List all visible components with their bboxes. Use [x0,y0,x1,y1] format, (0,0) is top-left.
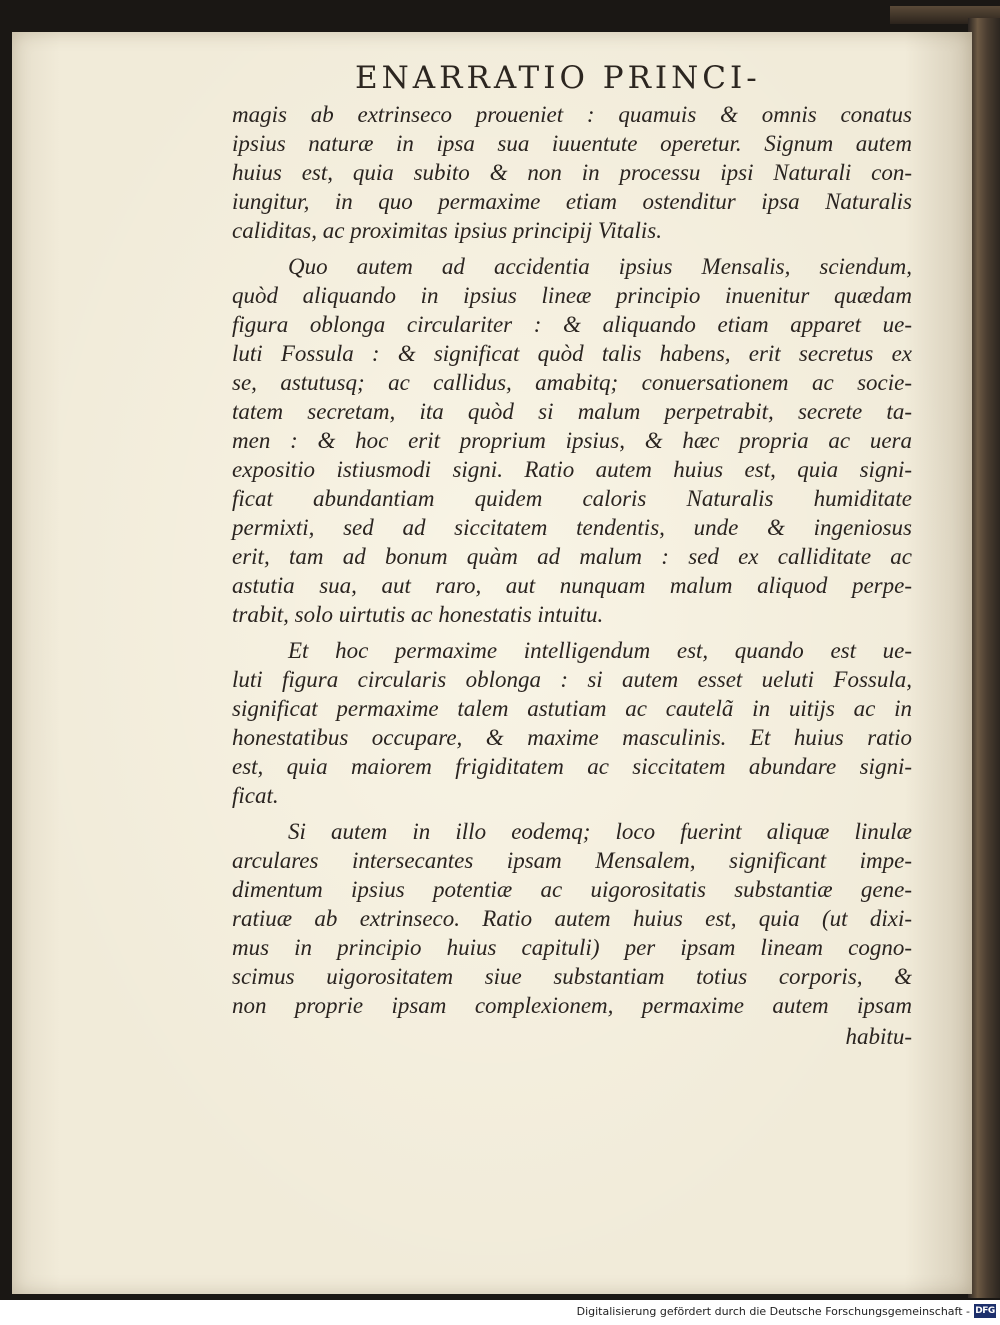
text-line: quòd aliquando in ipsius lineæ principio inuenitur quædam [232,283,912,308]
text-line: scimus uigorositatem siue substantiam totius corporis, & [232,964,912,989]
footer-bar [0,1300,1000,1325]
text-line: honestatibus occupare, & maxime masculinis. Et huius ratio [232,725,912,750]
text-line: ratiuæ ab extrinseco. Ratio autem huius est, quia (ut dixi- [232,906,912,931]
text-line: magis ab extrinseco proueniet : quamuis & omnis conatus [232,102,912,127]
text-line: tatem secretam, ita quòd si malum perpetrabit, secrete ta- [232,399,912,424]
text-line: non proprie ipsam complexionem, permaxime autem ipsam [232,993,912,1018]
dfg-logo-icon: DFG [975,1306,995,1316]
text-line: ficat abundantiam quidem caloris Naturalis humiditate [232,486,912,511]
text-line: luti figura circularis oblonga : si autem esset ueluti Fossula, [232,667,912,692]
text-line: expositio istiusmodi signi. Ratio autem huius est, quia signi- [232,457,912,482]
text-line: significat permaxime talem astutiam ac cautelã in uitijs ac in [232,696,912,721]
text-line: luti Fossula : & significat quòd talis habens, erit secretus ex [232,341,912,366]
text-line: Si autem in illo eodemq; loco fuerint aliquæ linulæ [288,819,912,844]
text-line: mus in principio huius capituli) per ipsam lineam cogno- [232,935,912,960]
book-fore-edge [968,18,1000,1298]
text-line: Quo autem ad accidentia ipsius Mensalis, sciendum, [288,254,912,279]
text-line: ficat. [232,783,279,808]
text-line: huius est, quia subito & non in processu ipsi Naturali con- [232,160,912,185]
text-line: permixti, sed ad siccitatem tendentis, unde & ingeniosus [232,515,912,540]
text-line: dimentum ipsius potentiæ ac uigorositatis substantiæ gene- [232,877,912,902]
text-line: men : & hoc erit proprium ipsius, & hæc propria ac uera [232,428,912,453]
text-line: arculares intersecantes ipsam Mensalem, significant impe- [232,848,912,873]
running-header: ENARRATIO PRINCI- [355,60,761,96]
text-line: ipsius naturæ in ipsa sua iuuentute operetur. Signum autem [232,131,912,156]
text-line: erit, tam ad bonum quàm ad malum : sed ex calliditate ac [232,544,912,569]
text-line: Et hoc permaxime intelligendum est, quando est ue- [288,638,912,663]
text-line: figura oblonga circulariter : & aliquando etiam apparet ue- [232,312,912,337]
funding-note: Digitalisierung gefördert durch die Deutsche Forschungsgemeinschaft - [576,1305,970,1318]
text-line: se, astutusq; ac callidus, amabitq; conuersationem ac socie- [232,370,912,395]
text-line: iungitur, in quo permaxime etiam ostenditur ipsa Naturalis [232,189,912,214]
text-line: est, quia maiorem frigiditatem ac siccitatem abundare signi- [232,754,912,779]
catchword: habitu- [845,1024,912,1049]
text-line: caliditas, ac proximitas ipsius principij Vitalis. [232,218,662,243]
text-line: astutia sua, aut raro, aut nunquam malum aliquod perpe- [232,573,912,598]
text-line: trabit, solo uirtutis ac honestatis intuitu. [232,602,604,627]
